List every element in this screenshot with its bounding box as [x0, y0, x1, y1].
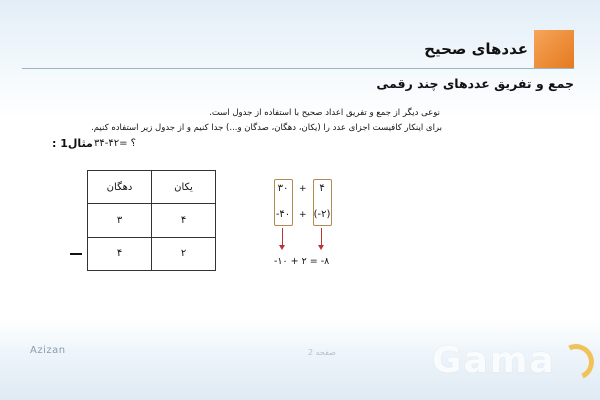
place-value-table — [87, 170, 216, 271]
watermark-logo: Gama — [432, 340, 556, 381]
subtraction-sign — [70, 253, 82, 255]
tens-arrow-icon — [279, 245, 285, 250]
section-subtitle: جمع و تفریق عددهای چند رقمی — [376, 76, 574, 91]
table-cell: ۴ — [88, 237, 152, 270]
result-expression: -۱۰ + ۲ = -۸ — [274, 256, 330, 267]
table-cell: ۲ — [152, 237, 216, 270]
footer-brand: Azizan — [30, 345, 66, 356]
page-number: صفحه 2 — [308, 348, 336, 357]
tens-bottom-value: -۴۰ — [275, 209, 291, 220]
plus-sign-top: + — [299, 184, 307, 194]
table-header-cell: دهگان — [88, 171, 152, 204]
tens-arrow-shaft — [282, 228, 283, 246]
table-row — [88, 237, 216, 270]
table-header-row — [88, 171, 216, 204]
ones-top-value: ۴ — [319, 183, 325, 194]
intro-line-2: برای اینکار کافیست اجزای عدد را (یکان، دهگان، صدگان و...) جدا کنیم و از جدول زیر استفاده کنیم. — [91, 123, 442, 133]
ones-bottom-value: (-۲) — [313, 209, 331, 220]
table-cell: ۳ — [88, 204, 152, 237]
title-accent-box — [534, 30, 574, 68]
example-expression: ۳۴-۴۲= ؟ — [94, 138, 136, 149]
page-title: عددهای صحیح — [424, 40, 528, 58]
table-cell: ۴ — [152, 204, 216, 237]
title-divider — [22, 68, 574, 69]
ones-arrow-shaft — [321, 228, 322, 246]
watermark-arc-icon — [553, 339, 599, 385]
intro-line-1: نوعی دیگر از جمع و تفریق اعداد صحیح با استفاده از جدول است. — [209, 108, 440, 118]
tens-top-value: ۳۰ — [277, 183, 289, 194]
table-row — [88, 204, 216, 237]
example-label: مثال1 : — [52, 137, 93, 150]
ones-arrow-icon — [318, 245, 324, 250]
plus-sign-bottom: + — [299, 210, 307, 220]
table-header-cell: یکان — [152, 171, 216, 204]
